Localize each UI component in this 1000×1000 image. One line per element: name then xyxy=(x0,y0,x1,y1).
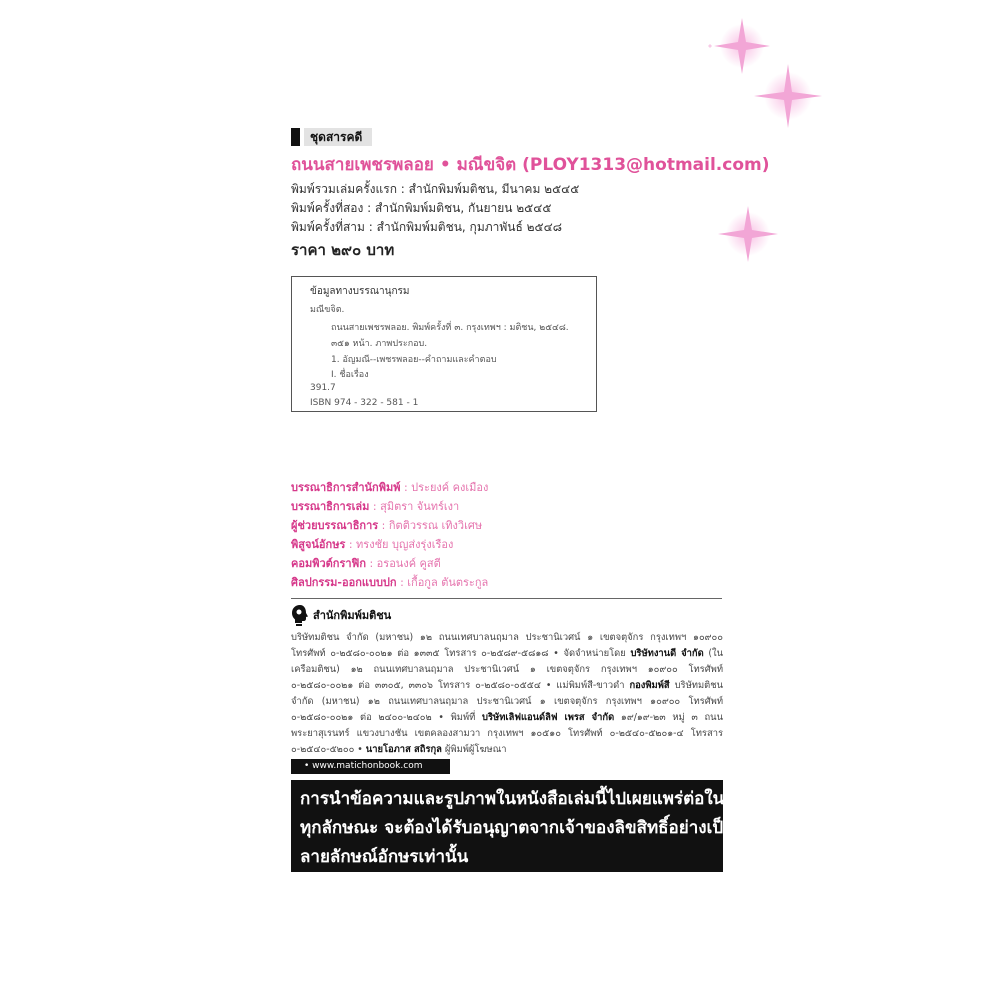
credit-name: : สุมิตรา จันทร์เงา xyxy=(369,500,460,513)
series-label: ชุดสารคดี xyxy=(304,128,372,146)
catalog-heading: ข้อมูลทางบรรณานุกรม xyxy=(310,286,410,297)
notice-line: ลายลักษณ์อักษรเท่านั้น xyxy=(300,847,469,867)
catalog-line-4: I. ชื่อเรื่อง xyxy=(331,370,369,380)
credit-name: : อรอนงค์ คูสตี xyxy=(365,557,441,570)
series-marker xyxy=(291,128,300,146)
plate-maker-name: กองพิมพ์สี xyxy=(629,680,670,691)
catalog-line-3: 1. อัญมณี--เพชรพลอย--คำถามและคำตอบ xyxy=(331,355,497,365)
credit-role: บรรณาธิการสำนักพิมพ์ xyxy=(291,481,401,494)
credit-name: : ประยงค์ คงเมือง xyxy=(400,481,489,494)
publisher-logo-icon xyxy=(291,604,309,626)
divider xyxy=(291,598,722,599)
print-history-2: พิมพ์ครั้งที่สอง : สำนักพิมพ์มติชน, กันยายน ๒๕๔๕ xyxy=(291,201,552,215)
catalog-line-1: ถนนสายเพชรพลอย. พิมพ์ครั้งที่ ๓. กรุงเทพฯ : มติชน, ๒๕๔๘. xyxy=(331,323,569,333)
credit-row xyxy=(291,497,488,516)
catalog-author: มณีขจิต. xyxy=(310,305,345,315)
publisher-info xyxy=(291,630,723,758)
credit-role: ผู้ช่วยบรรณาธิการ xyxy=(291,519,379,532)
price: ราคา ๒๙๐ บาท xyxy=(291,241,395,259)
credit-row xyxy=(291,535,488,554)
credit-name: : ทรงชัย บุญส่งรุ่งเรือง xyxy=(345,538,454,551)
copyright-notice xyxy=(291,780,735,872)
credit-role: พิสูจน์อักษร xyxy=(291,538,346,551)
notice-line: การนำข้อความและรูปภาพในหนังสือเล่มนี้ไปเผยแพร่ต่อใน xyxy=(300,789,725,809)
series-tag xyxy=(291,128,372,146)
publisher-text: ผู้พิมพ์ผู้โฆษณา xyxy=(441,744,507,755)
credit-row xyxy=(291,554,488,573)
website-link[interactable]: • www.matichonbook.com xyxy=(291,759,450,774)
credit-name: : เกื้อกูล ตันตระกูล xyxy=(396,576,489,589)
distributor-name: บริษัทงานดี จำกัด xyxy=(630,648,704,659)
credit-role: ศิลปกรรม-ออกแบบปก xyxy=(291,576,397,589)
catalog-classification: 391.7 xyxy=(310,383,336,393)
publisher-heading xyxy=(291,604,391,626)
credit-row xyxy=(291,573,488,592)
credit-row xyxy=(291,478,488,497)
publisher-name: สำนักพิมพ์มติชน xyxy=(313,609,392,622)
cataloging-box xyxy=(291,276,597,412)
credit-row xyxy=(291,516,488,535)
print-history-3: พิมพ์ครั้งที่สาม : สำนักพิมพ์มติชน, กุมภาพันธ์ ๒๕๔๘ xyxy=(291,220,562,234)
publisher-text: (ในเครือมติชน) ๑๒ ถนนเทศบาลนฤมาล ประชานิเวศน์ ๑ เขตจตุจักร กรุงเทพฯ ๑๐๙๐๐ โทรศัพท์ ๐-๒๕๘๐-๐๐๒๑ ต่อ ๓๓๐๕, ๓๓๐๖ โทรสาร ๐-๒๕๘๐-๐๕๕๔ • แม่พิมพ์สี-ขาวดำ xyxy=(291,648,723,691)
credit-name: : กิตติวรรณ เทิงวิเศษ xyxy=(378,519,483,532)
credit-role: บรรณาธิการเล่ม xyxy=(291,500,370,513)
print-history-1: พิมพ์รวมเล่มครั้งแรก : สำนักพิมพ์มติชน, มีนาคม ๒๕๔๕ xyxy=(291,182,580,196)
publisher-text: บริษัทมติชน จำกัด (มหาชน) ๑๒ ถนนเทศบาลนฤมาล ประชานิเวศน์ ๑ เขตจตุจักร กรุงเทพฯ ๑๐๙๐๐ โทรศัพท์ ๐-๒๕๘๐-๐๐๒๑ ต่อ ๒๔๐๐-๒๔๐๒ • พิมพ์ที่ xyxy=(291,680,723,723)
publisher-text: บริษัทมติชน จำกัด (มหาชน) ๑๒ ถนนเทศบาลนฤมาล ประชานิเวศน์ ๑ เขตจตุจักร กรุงเทพฯ ๑๐๙๐๐ โทรศัพท์ ๐-๒๕๘๐-๐๐๒๑ ต่อ ๑๓๓๕ โทรสาร ๐-๒๕๘๙-๕๘๑๘ • จัดจำหน่ายโดย xyxy=(291,632,723,659)
book-title-author: ถนนสายเพชรพลอย • มณีขจิต (PLOY1313@hotmail.com) xyxy=(291,155,770,175)
catalog-line-2: ๓๕๑ หน้า. ภาพประกอบ. xyxy=(331,339,428,349)
publisher-text: ๑๙/๑๙-๒๓ หมู่ ๓ ถนนพระยาสุเรนทร์ แขวงบางชัน เขตคลองสามวา กรุงเทพฯ ๑๐๕๑๐ โทรศัพท์ ๐-๒๕๔๐-๕๒๐๑-๔ โทรสาร ๐-๒๕๔๐-๕๒๐๐ • xyxy=(291,712,723,755)
catalog-isbn: ISBN 974 - 322 - 581 - 1 xyxy=(310,398,419,408)
credit-role: คอมพิวต์กราฟิก xyxy=(291,557,366,570)
notice-line: ทุกลักษณะ จะต้องได้รับอนุญาตจากเจ้าของลิขสิทธิ์อย่างเป็น xyxy=(300,818,735,838)
printer-name: บริษัทเลิฟแอนด์ลิฟ เพรส จำกัด xyxy=(482,712,615,723)
credits-list xyxy=(291,478,488,592)
publisher-person: นายโอภาส สถิรกุล xyxy=(365,744,442,755)
